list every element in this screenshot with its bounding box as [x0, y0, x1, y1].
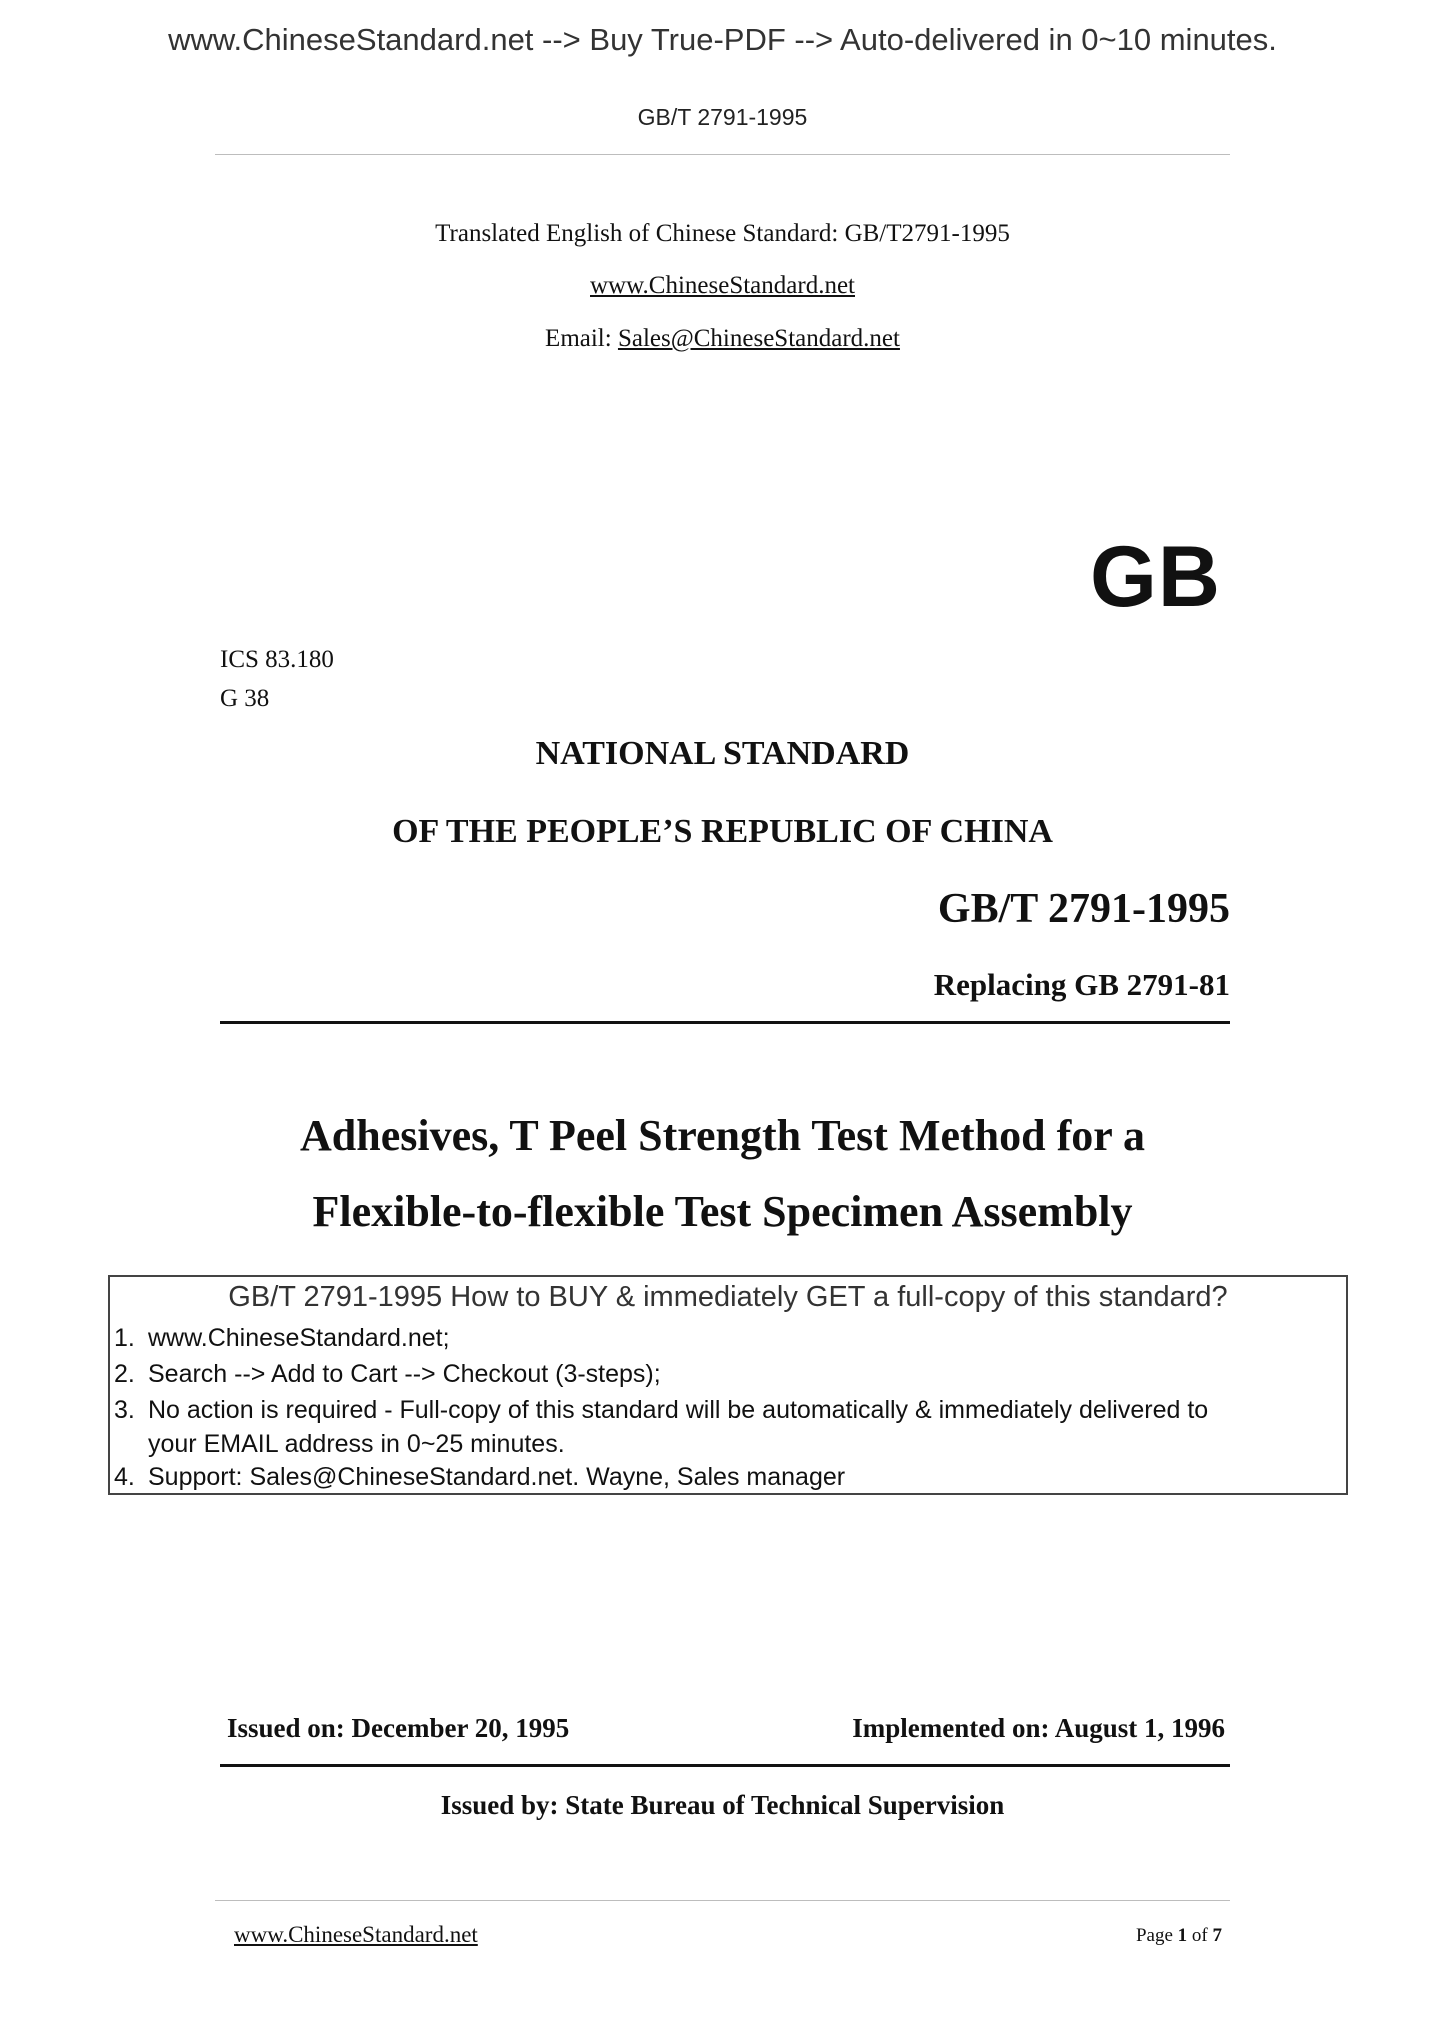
step-number: 3. [114, 1396, 135, 1424]
header-banner: www.ChineseStandard.net --> Buy True-PDF --> Auto-delivered in 0~10 minutes. [168, 22, 1277, 57]
issued-on: Issued on: December 20, 1995 [227, 1713, 570, 1743]
title-line-1: Adhesives, T Peel Strength Test Method for a [299, 1111, 1145, 1160]
page-indicator [1136, 1925, 1222, 1947]
buy-step-4 [110, 1463, 845, 1492]
buy-box-title: GB/T 2791-1995 How to BUY & immediately GET a full-copy of this standard? [228, 1281, 1228, 1313]
page-of: of [1187, 1925, 1213, 1946]
email-label: Email: [545, 325, 618, 352]
translation-email-row [0, 325, 1445, 353]
step-text: Search --> Add to Cart --> Checkout (3-steps); [148, 1360, 661, 1388]
step-text[interactable]: www.ChineseStandard.net; [148, 1324, 450, 1352]
step-number: 4. [114, 1463, 135, 1491]
page-prefix: Page [1135, 1925, 1178, 1946]
page-total: 7 [1212, 1925, 1222, 1946]
footer-website-link[interactable]: www.ChineseStandard.net [234, 1922, 478, 1947]
translation-website-link[interactable]: www.ChineseStandard.net [590, 272, 855, 299]
standard-number: GB/T 2791-1995 [937, 886, 1230, 932]
buy-step-2 [110, 1360, 661, 1389]
email-link[interactable]: Sales@ChineseStandard.net [617, 325, 900, 352]
standard-rule [220, 1021, 1230, 1024]
step-text: your EMAIL address in 0~25 minutes. [148, 1430, 565, 1458]
footer-website-row [234, 1922, 478, 1948]
translation-note: Translated English of Chinese Standard: GB/T2791-1995 [435, 220, 1010, 247]
step-number: 1. [114, 1324, 135, 1352]
buy-step-3 [110, 1396, 1208, 1425]
step-text: Support: Sales@ChineseStandard.net. Wayne, Sales manager [148, 1463, 846, 1491]
implemented-on: Implemented on: August 1, 1996 [852, 1713, 1225, 1743]
buy-step-3-continued [110, 1430, 565, 1459]
standard-line-1: NATIONAL STANDARD [535, 735, 910, 772]
header-divider [215, 154, 1230, 155]
translation-website-row [0, 272, 1445, 300]
replacing-note: Replacing GB 2791-81 [933, 967, 1230, 1002]
ics-code: ICS 83.180 [220, 646, 334, 673]
step-text: No action is required - Full-copy of this standard will be automatically & immediately delivered to [148, 1396, 1209, 1424]
buy-step-1 [110, 1324, 450, 1353]
header-doc-code: GB/T 2791-1995 [637, 104, 808, 130]
step-number: 2. [114, 1360, 135, 1388]
page-current: 1 [1177, 1925, 1188, 1946]
g-code: G 38 [220, 685, 270, 712]
dates-rule [220, 1764, 1230, 1767]
title-line-2: Flexible-to-flexible Test Specimen Assembly [312, 1187, 1133, 1236]
footer-divider [215, 1900, 1230, 1901]
gb-logo: GB [1090, 529, 1221, 625]
standard-line-2: OF THE PEOPLE’S REPUBLIC OF CHINA [392, 813, 1053, 850]
buy-info-box [108, 1275, 1348, 1495]
issued-by: Issued by: State Bureau of Technical Supervision [440, 1790, 1005, 1820]
